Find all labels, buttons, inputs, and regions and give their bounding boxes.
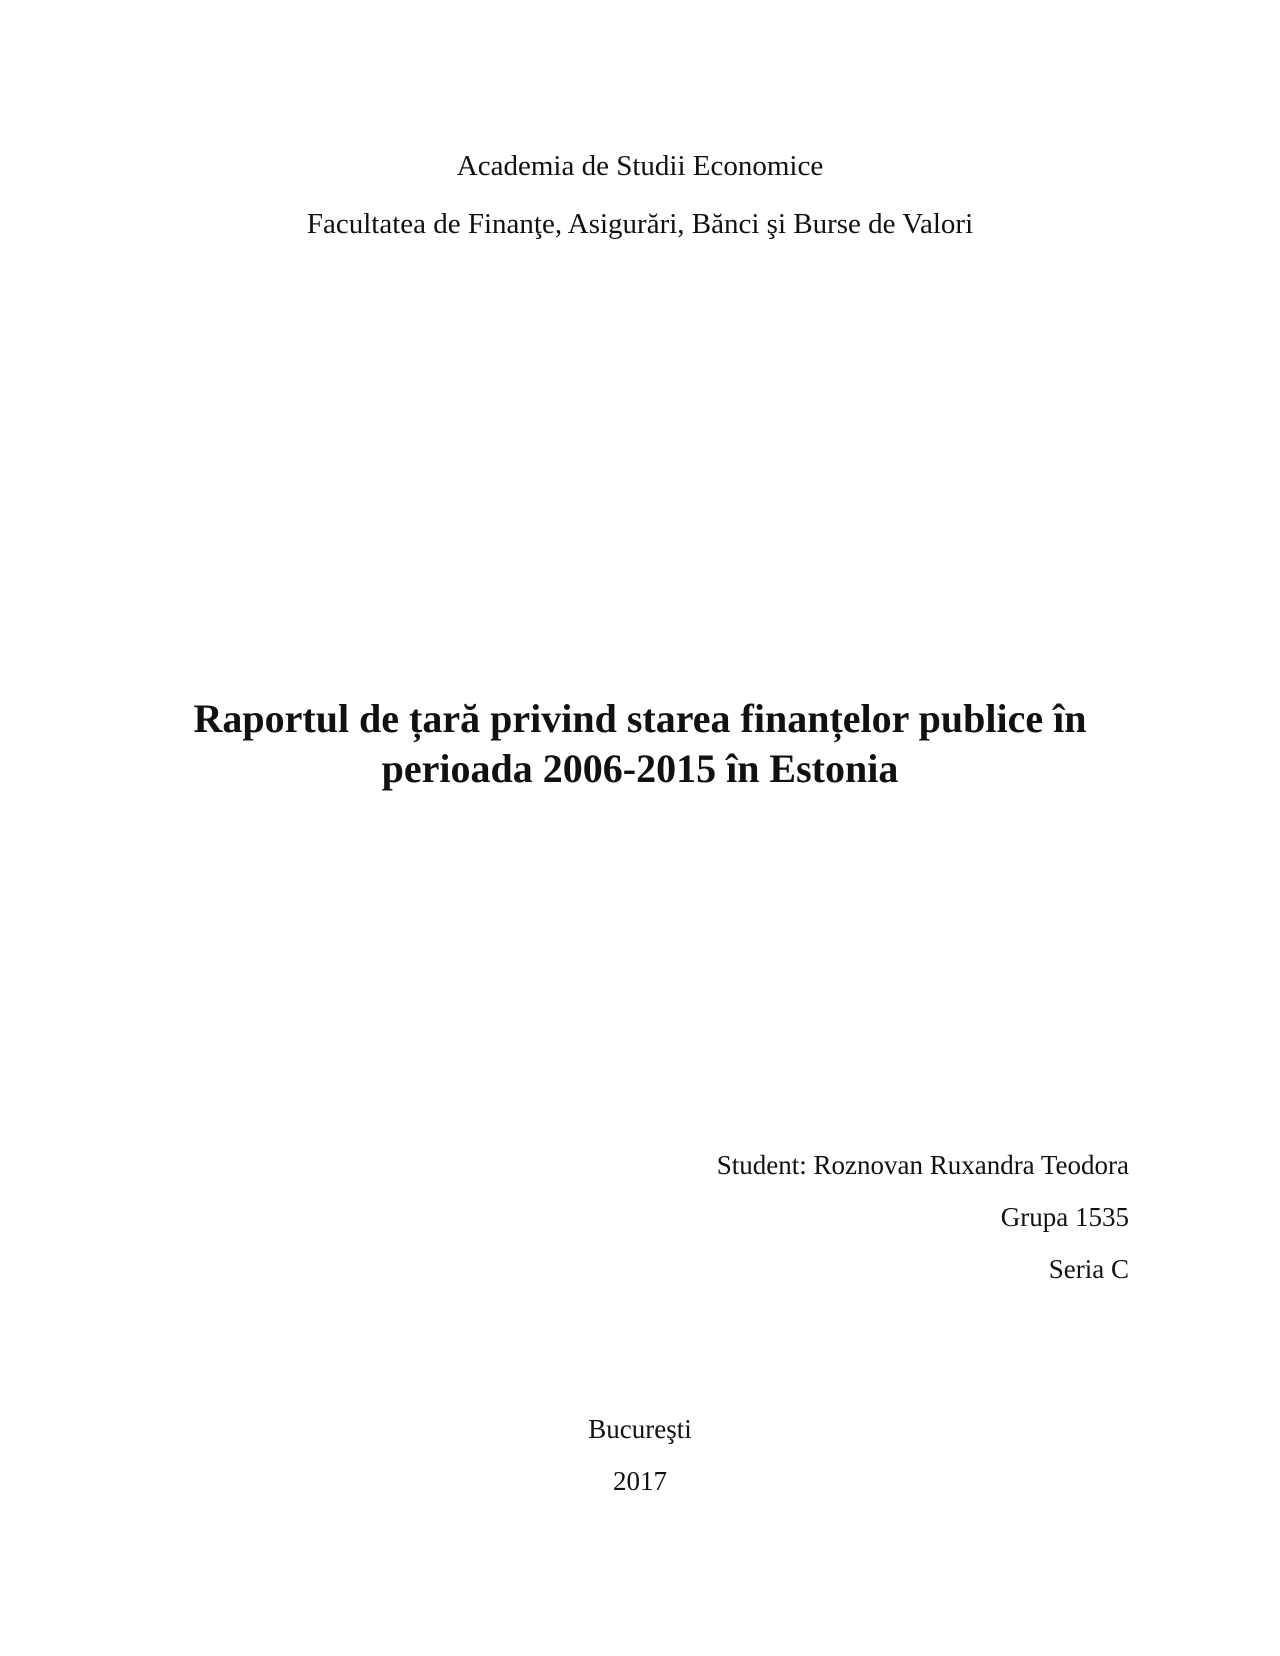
student-name: Student: Roznovan Ruxandra Teodora — [716, 1150, 1129, 1180]
institution-name: Academia de Studii Economice — [456, 150, 824, 182]
city-name: Bucureşti — [588, 1414, 692, 1444]
year: 2017 — [613, 1466, 667, 1496]
document-title: Raportul de țară privind starea finanțelor publice în perioada 2006-2015 în Estonia — [193, 696, 1087, 791]
faculty-name: Facultatea de Finanţe, Asigurări, Bănci şi Burse de Valori — [306, 208, 974, 240]
series-label: Seria C — [1048, 1254, 1129, 1284]
group-number: Grupa 1535 — [1000, 1202, 1129, 1232]
